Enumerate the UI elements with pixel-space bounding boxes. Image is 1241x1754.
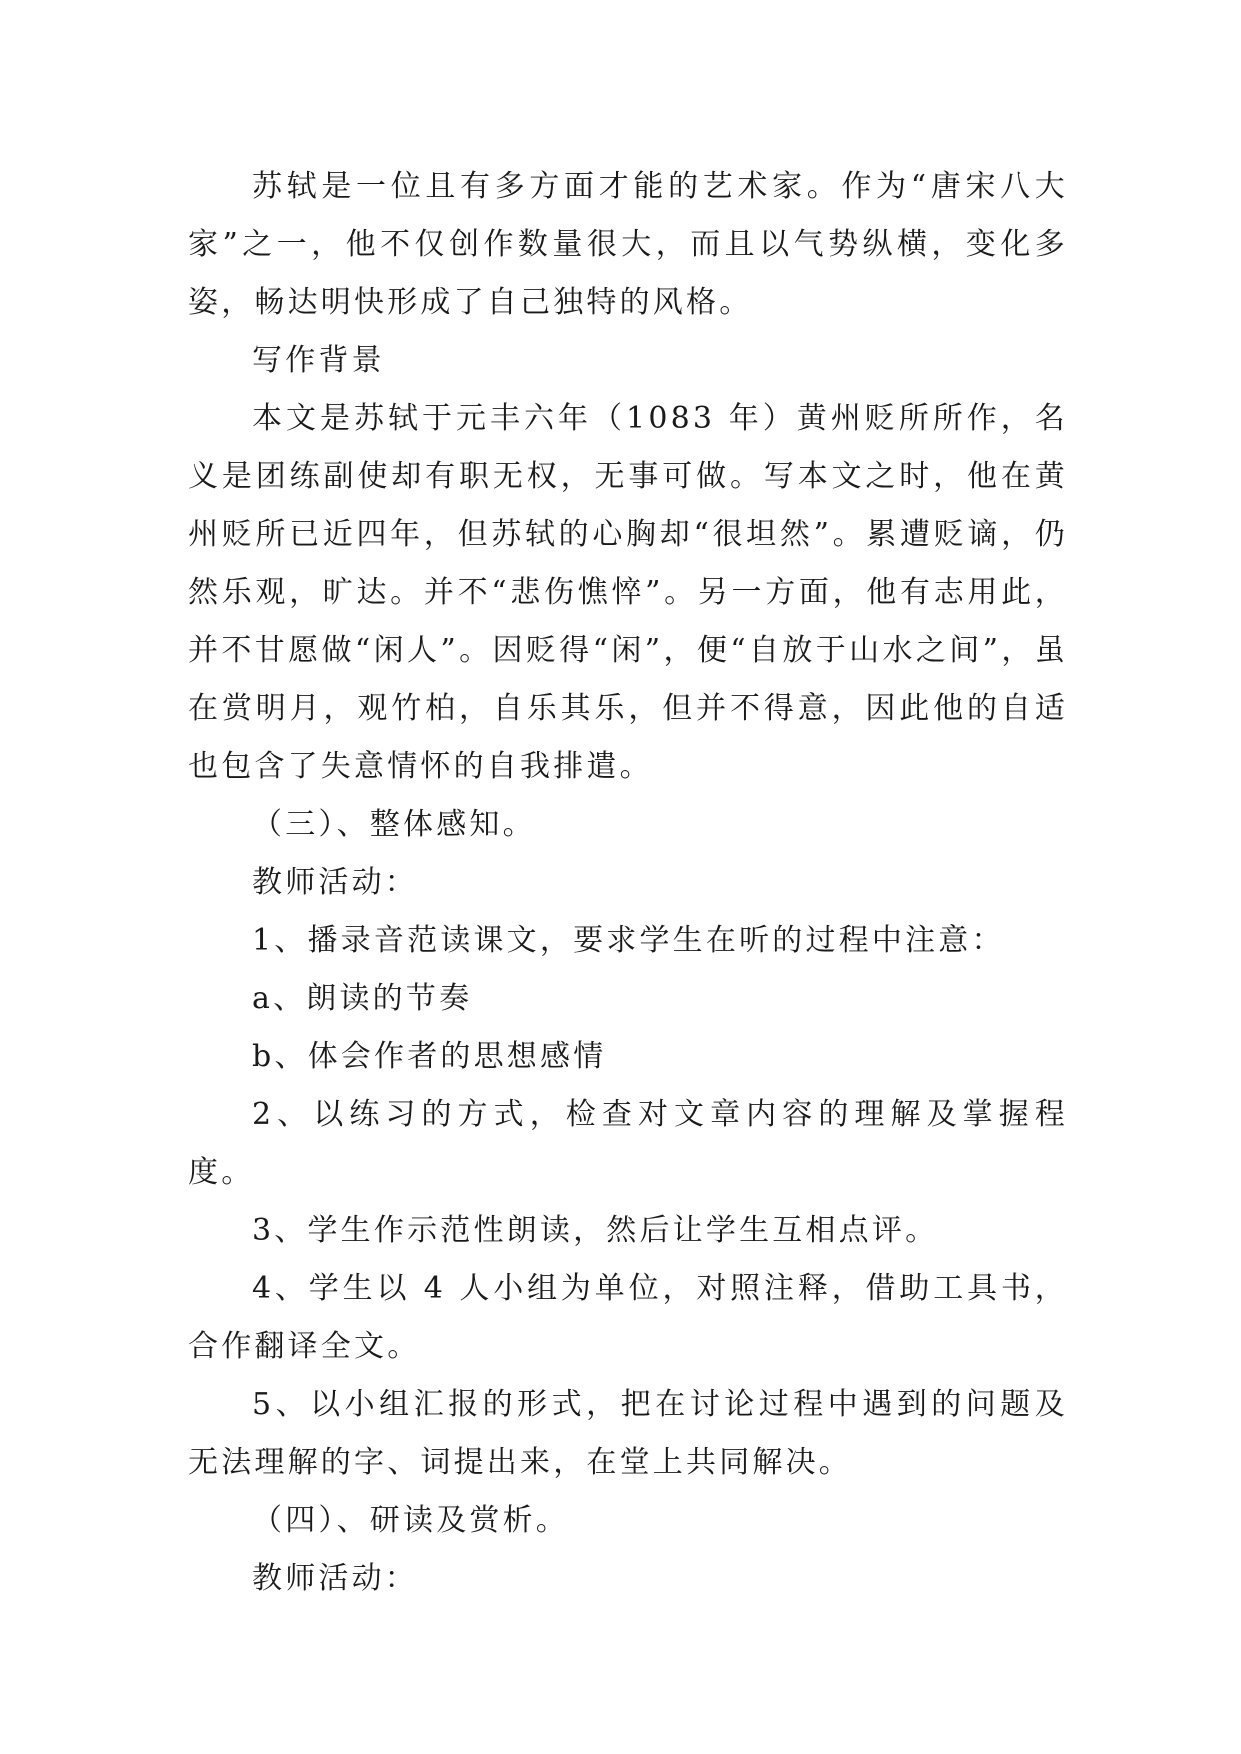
list-item-5: 5、以小组汇报的形式，把在讨论过程中遇到的问题及无法理解的字、词提出来，在堂上共同解决。 (188, 1387, 1068, 1480)
list-item-2: 2、以练习的方式，检查对文章内容的理解及掌握程度。 (188, 1097, 1068, 1190)
heading-writing-background: 写作背景 (252, 343, 385, 378)
heading-overall-perception: （三）、整体感知。 (252, 807, 536, 842)
document-body (188, 158, 1068, 1608)
label-teacher-activity: 教师活动： (252, 865, 418, 900)
paragraph-su-shi-intro: 苏轼是一位且有多方面才能的艺术家。作为“唐宋八大家”之一，他不仅创作数量很大，而且以气势纵横，变化多姿，畅达明快形成了自己独特的风格。 (188, 169, 1068, 320)
list-item-4: 4、学生以 4 人小组为单位，对照注释，借助工具书，合作翻译全文。 (188, 1271, 1068, 1364)
paragraph-background: 本文是苏轼于元丰六年（1083 年）黄州贬所所作，名义是团练副使却有职无权，无事可做。写本文之时，他在黄州贬所已近四年，但苏轼的心胸却“很坦然”。累遭贬谪，仍然乐观，旷达。并不“悲伤憔悴”。另一方面，他有志用此，并不甘愿做“闲人”。因贬得“闲”，便“自放于山水之间”，虽在赏明月，观竹柏，自乐其乐，但并不得意，因此他的自适也包含了失意情怀的自我排遣。 (188, 401, 1068, 784)
list-item-a: a、朗读的节奏 (252, 981, 473, 1016)
list-item-1: 1、播录音范读课文，要求学生在听的过程中注意： (252, 923, 1005, 958)
list-item-3: 3、学生作示范性朗读，然后让学生互相点评。 (252, 1213, 939, 1248)
label-teacher-activity-2: 教师活动： (252, 1561, 418, 1596)
list-item-b: b、体会作者的思想感情 (252, 1039, 607, 1074)
heading-study-appreciation: （四）、研读及赏析。 (252, 1503, 569, 1538)
